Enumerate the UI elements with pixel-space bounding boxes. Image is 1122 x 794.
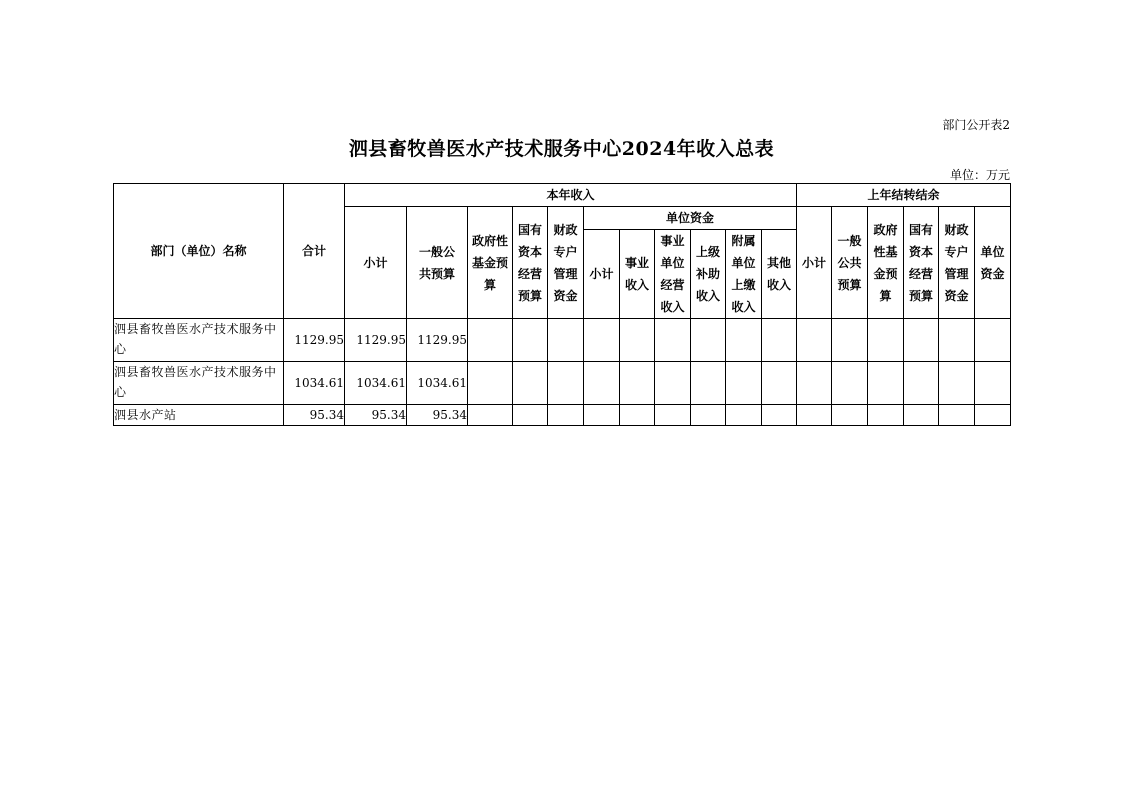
row-general-budget: 1129.95: [407, 319, 468, 362]
empty-cell: [762, 319, 797, 362]
table-row: [114, 362, 1011, 405]
empty-cell: [904, 362, 939, 405]
row-general-budget: 1034.61: [407, 362, 468, 405]
header-subtotal: 小计: [345, 207, 407, 319]
row-subtotal: 95.34: [345, 405, 407, 426]
header-last-year-carryover: 上年结转结余: [797, 184, 1011, 207]
header-total: 合计: [284, 184, 345, 319]
row-total: 1034.61: [284, 362, 345, 405]
empty-cell: [939, 319, 975, 362]
empty-cell: [620, 362, 655, 405]
header-this-year-revenue: 本年收入: [345, 184, 797, 207]
header-unit-subtotal: 小计: [584, 230, 620, 319]
empty-cell: [513, 319, 548, 362]
header-business-income: 事业收入: [620, 230, 655, 319]
unit-label: 单位：万元: [949, 168, 1010, 182]
empty-cell: [691, 362, 726, 405]
empty-cell: [513, 405, 548, 426]
empty-cell: [691, 405, 726, 426]
table-row: [114, 319, 1011, 362]
empty-cell: [797, 362, 832, 405]
header-ly-unit-funds: 单位资金: [975, 207, 1011, 319]
empty-cell: [762, 405, 797, 426]
empty-cell: [468, 362, 513, 405]
empty-cell: [655, 362, 691, 405]
header-gov-fund-budget: 政府性基金预算: [468, 207, 513, 319]
row-dept-name: 泗县水产站: [114, 405, 284, 426]
empty-cell: [868, 405, 904, 426]
empty-cell: [939, 362, 975, 405]
header-ly-subtotal: 小计: [797, 207, 832, 319]
header-state-capital-budget: 国有资本经营预算: [513, 207, 548, 319]
empty-cell: [762, 362, 797, 405]
empty-cell: [726, 362, 762, 405]
revenue-table: [113, 183, 1011, 426]
header-unit-funds: 单位资金: [584, 207, 797, 230]
header-other-income: 其他收入: [762, 230, 797, 319]
empty-cell: [975, 405, 1011, 426]
empty-cell: [797, 405, 832, 426]
table-row: [114, 405, 1011, 426]
empty-cell: [726, 319, 762, 362]
row-general-budget: 95.34: [407, 405, 468, 426]
empty-cell: [468, 319, 513, 362]
empty-cell: [904, 405, 939, 426]
empty-cell: [620, 405, 655, 426]
page-title: 泗县畜牧兽医水产技术服务中心2024年收入总表: [348, 138, 775, 160]
empty-cell: [468, 405, 513, 426]
header-ly-general-budget: 一般公共预算: [832, 207, 868, 319]
header-general-budget: 一般公共预算: [407, 207, 468, 319]
header-ly-state-capital-budget: 国有资本经营预算: [904, 207, 939, 319]
row-dept-name: 泗县畜牧兽医水产技术服务中心: [114, 362, 284, 405]
empty-cell: [832, 405, 868, 426]
row-dept-name: 泗县畜牧兽医水产技术服务中心: [114, 319, 284, 362]
row-total: 95.34: [284, 405, 345, 426]
row-subtotal: 1129.95: [345, 319, 407, 362]
empty-cell: [548, 319, 584, 362]
header-fiscal-special-funds: 财政专户管理资金: [548, 207, 584, 319]
empty-cell: [584, 319, 620, 362]
empty-cell: [975, 319, 1011, 362]
empty-cell: [513, 362, 548, 405]
header-dept-name: 部门（单位）名称: [114, 184, 284, 319]
header-unit-operating-income: 事业单位经营收入: [655, 230, 691, 319]
empty-cell: [832, 319, 868, 362]
empty-cell: [939, 405, 975, 426]
empty-cell: [691, 319, 726, 362]
empty-cell: [655, 319, 691, 362]
empty-cell: [548, 405, 584, 426]
row-total: 1129.95: [284, 319, 345, 362]
form-number: 部门公开表2: [942, 118, 1010, 132]
empty-cell: [584, 362, 620, 405]
header-ly-gov-fund-budget: 政府性基金预算: [868, 207, 904, 319]
row-subtotal: 1034.61: [345, 362, 407, 405]
header-superior-subsidy-income: 上级补助收入: [691, 230, 726, 319]
empty-cell: [620, 319, 655, 362]
empty-cell: [868, 362, 904, 405]
empty-cell: [832, 362, 868, 405]
empty-cell: [548, 362, 584, 405]
empty-cell: [584, 405, 620, 426]
empty-cell: [655, 405, 691, 426]
empty-cell: [868, 319, 904, 362]
header-ly-fiscal-special-funds: 财政专户管理资金: [939, 207, 975, 319]
empty-cell: [726, 405, 762, 426]
empty-cell: [797, 319, 832, 362]
header-affiliated-remit-income: 附属单位上缴收入: [726, 230, 762, 319]
empty-cell: [975, 362, 1011, 405]
empty-cell: [904, 319, 939, 362]
